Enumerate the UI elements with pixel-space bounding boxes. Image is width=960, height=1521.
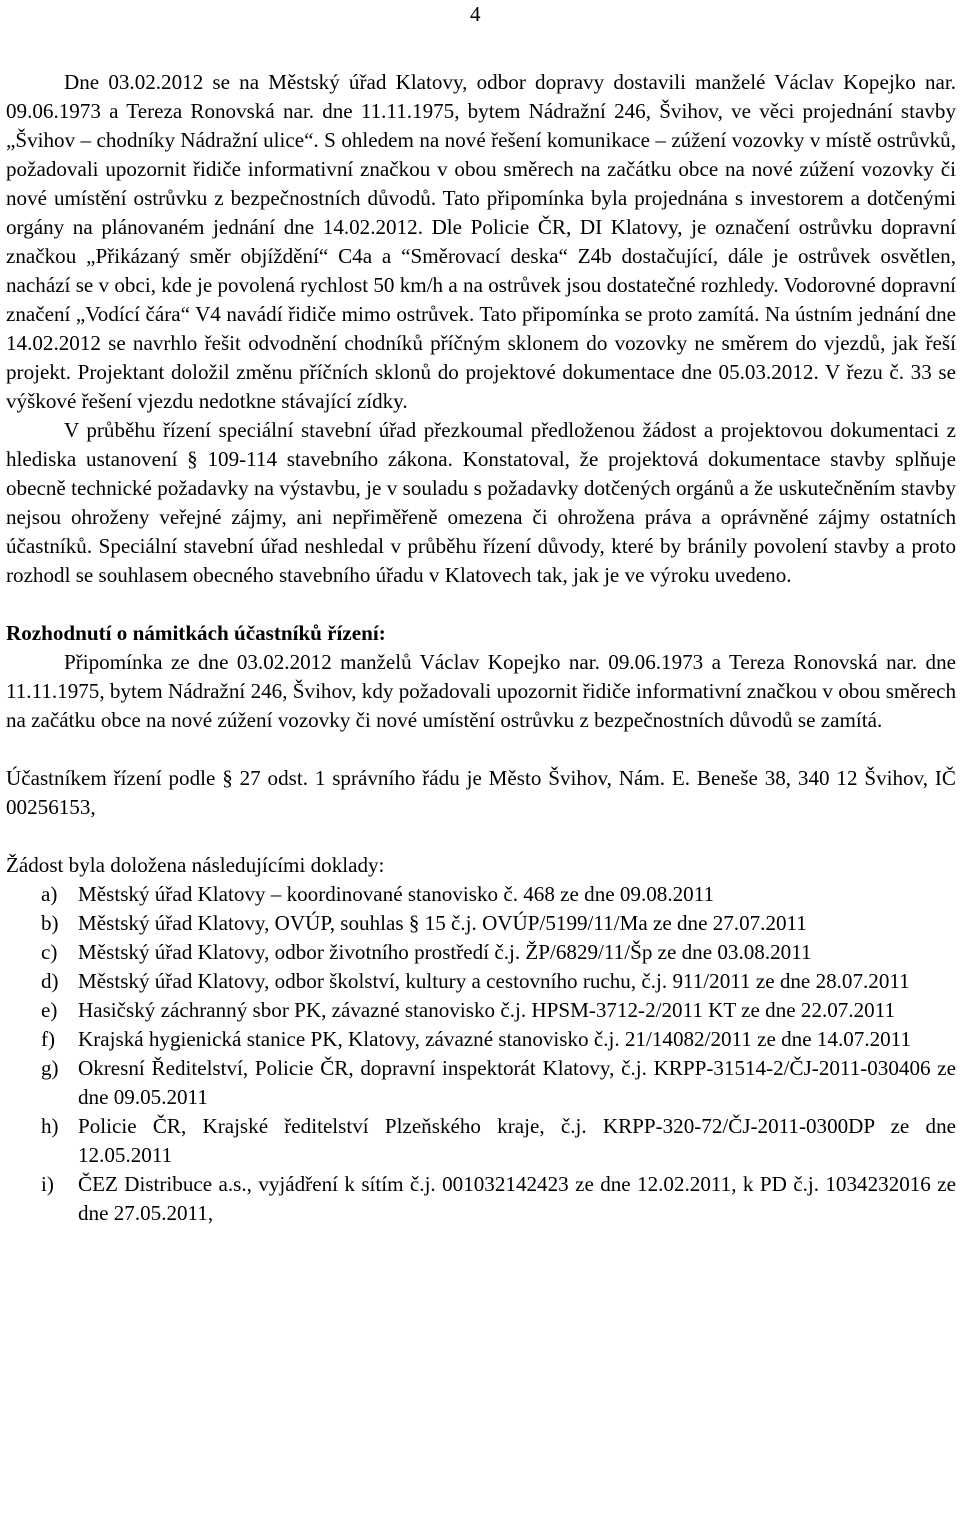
list-marker: c) <box>41 940 58 964</box>
spacer <box>6 822 956 851</box>
list-marker: d) <box>41 969 59 993</box>
list-item-text: Městský úřad Klatovy, odbor školství, kultury a cestovního ruchu, č.j. 911/2011 ze dne 28.07.2011 <box>78 969 910 993</box>
list-item <box>6 880 956 909</box>
list-item <box>6 938 956 967</box>
list-item <box>6 967 956 996</box>
doklady-intro: Žádost byla doložena následujícími doklady: <box>6 853 385 877</box>
rozhodnuti-heading: Rozhodnutí o námitkách účastníků řízení: <box>6 621 386 645</box>
list-item-text: Okresní Ředitelství, Policie ČR, dopravní inspektorát Klatovy, č.j. KRPP-31514-2/ČJ-2011-030406 ze dne 09.05.2011 <box>78 1056 956 1109</box>
list-item-text: Městský úřad Klatovy, OVÚP, souhlas § 15 č.j. OVÚP/5199/11/Ma ze dne 27.07.2011 <box>78 911 807 935</box>
list-item-text: Krajská hygienická stanice PK, Klatovy, závazné stanovisko č.j. 21/14082/2011 ze dne 14.07.2011 <box>78 1027 911 1051</box>
list-item-text: Policie ČR, Krajské ředitelství Plzeňského kraje, č.j. KRPP-320-72/ČJ-2011-0300DP ze dne 12.05.2011 <box>78 1114 956 1167</box>
list-item <box>6 1054 956 1112</box>
paragraph-prezkoumani: V průběhu řízení speciální stavební úřad přezkoumal předloženou žádost a projektovou dokumentaci z hlediska ustanovení § 109-114 stavebního zákona. Konstatoval, že projektová dokumentace stavby splňuje obecně technické požadavky na výstavbu, je v souladu s požadavky dotčených orgánů a že uskutečněním stavby nejsou ohroženy veřejné zájmy, ani nepřiměřeně omezena či ohrožena práva a oprávněné zájmy ostatních účastníků. Speciální stavební úřad neshledal v průběhu řízení důvody, které by bránily povolení stavby a proto rozhodl se souhlasem obecného stavebního úřadu v Klatovech tak, jak je ve výroku uvedeno. <box>6 418 956 587</box>
list-item-text: Hasičský záchranný sbor PK, závazné stanovisko č.j. HPSM-3712-2/2011 KT ze dne 22.07.2011 <box>78 998 896 1022</box>
list-marker: i) <box>41 1172 54 1196</box>
list-marker: g) <box>41 1056 59 1080</box>
list-marker: a) <box>41 882 58 906</box>
list-marker: e) <box>41 998 58 1022</box>
list-item <box>6 1170 956 1228</box>
list-item-text: Městský úřad Klatovy, odbor životního prostředí č.j. ŽP/6829/11/Šp ze dne 03.08.2011 <box>78 940 812 964</box>
list-item <box>6 1025 956 1054</box>
list-item <box>6 1112 956 1170</box>
document-body <box>6 68 956 1228</box>
list-item-text: ČEZ Distribuce a.s., vyjádření k sítím č.j. 001032142423 ze dne 12.02.2011, k PD č.j. 1034232016 ze dne 27.05.2011, <box>78 1172 956 1225</box>
paragraph-pripominka: Dne 03.02.2012 se na Městský úřad Klatovy, odbor dopravy dostavili manželé Václav Kopejko nar. 09.06.1973 a Tereza Ronovská nar. dne 11.11.1975, bytem Nádražní 246, Švihov, ve věci projednání stavby „Švihov – chodníky Nádražní ulice“. S ohledem na nové řešení komunikace – zúžení vozovky v místě ostrůvků, požadovali upozornit řidiče informativní značkou v obou směrech na začátku obce na nové zúžení vozovky či nové umístění ostrůvku z bezpečnostních důvodů. Tato připomínka byla projednána s investorem a dotčenými orgány na plánovaném jednání dne 14.02.2012. Dle Policie ČR, DI Klatovy, je označení ostrůvku dopravní značkou „Přikázaný směr objíždění“ C4a a “Směrovací deska“ Z4b dostačující, dále je ostrůvek osvětlen, nachází se v obci, kde je povolená rychlost 50 km/h a na ostrůvek jsou dostatečné rozhledy. Vodorovné dopravní značení „Vodící čára“ V4 navádí řidiče mimo ostrůvek. Tato připomínka se proto zamítá. Na ústním jednání dne 14.02.2012 se navrhlo řešit odvodnění chodníků příčným sklonem do vozovky ne směrem do vjezdů, jak řeší projekt. Projektant doložil změnu příčních sklonů do projektové dokumentace dne 05.03.2012. V řezu č. 33 se výškové řešení vjezdu nedotkne stávající zídky. <box>6 70 956 413</box>
list-item <box>6 909 956 938</box>
list-marker: h) <box>41 1114 59 1138</box>
list-item-text: Městský úřad Klatovy – koordinované stanovisko č. 468 ze dne 09.08.2011 <box>78 882 715 906</box>
list-item <box>6 996 956 1025</box>
list-marker: b) <box>41 911 59 935</box>
rozhodnuti-text: Připomínka ze dne 03.02.2012 manželů Václav Kopejko nar. 09.06.1973 a Tereza Ronovská nar. dne 11.11.1975, bytem Nádražní 246, Švihov, kdy požadovali upozornit řidiče informativní značkou v obou směrech na začátku obce na nové zúžení vozovky či nové umístění ostrůvku z bezpečnostních důvodů se zamítá. <box>6 650 956 732</box>
doklady-list <box>6 880 956 1228</box>
page-number: 4 <box>470 2 481 26</box>
spacer <box>6 735 956 764</box>
ucastnik-paragraph: Účastníkem řízení podle § 27 odst. 1 správního řádu je Město Švihov, Nám. E. Beneše 38, 340 12 Švihov, IČ 00256153, <box>6 766 956 819</box>
list-marker: f) <box>41 1027 56 1051</box>
spacer <box>6 590 956 619</box>
